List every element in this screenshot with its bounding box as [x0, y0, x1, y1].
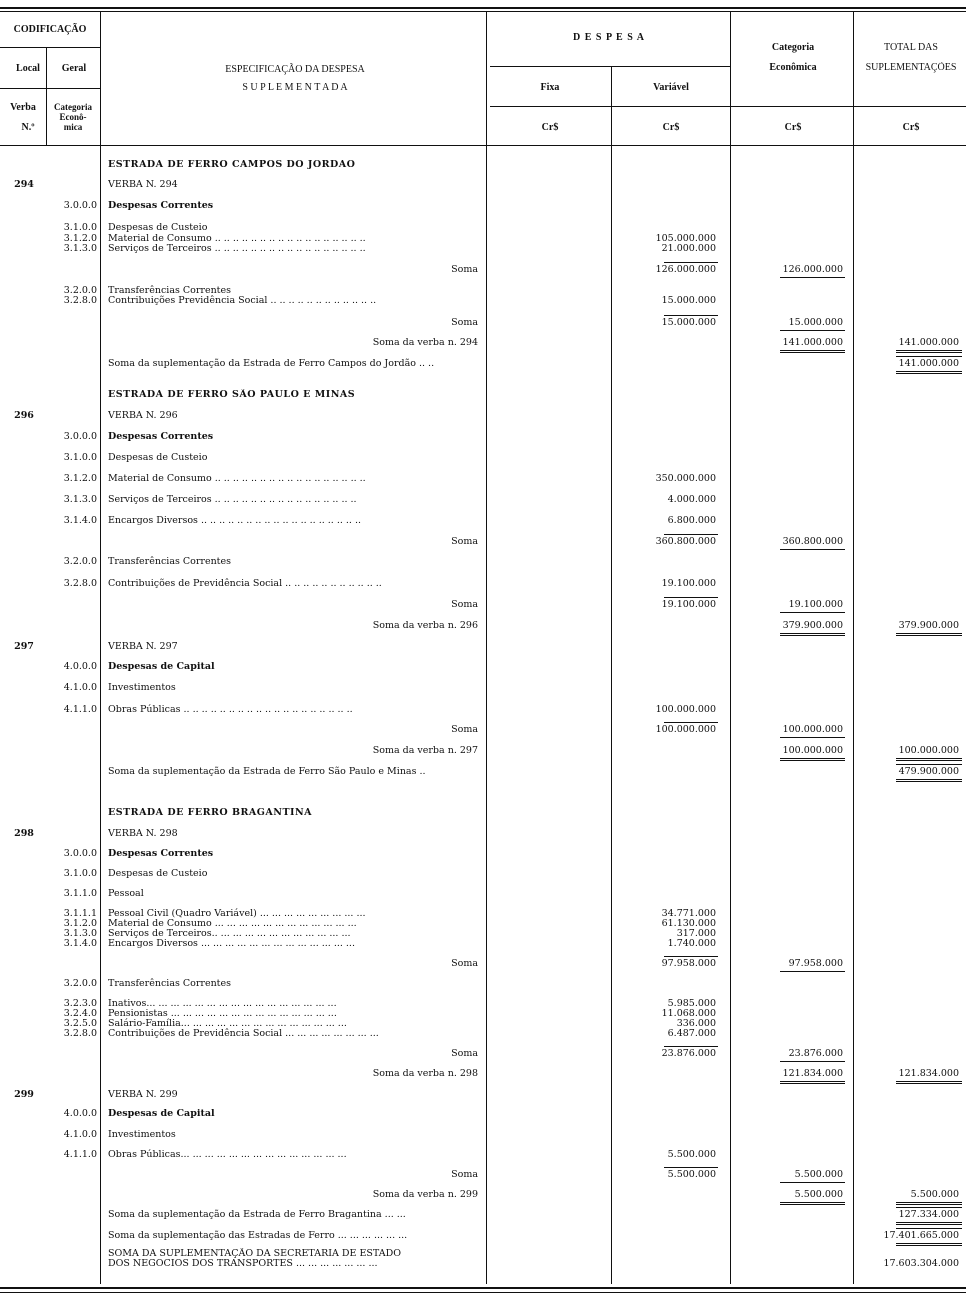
- header-local: Local: [16, 63, 40, 74]
- description: VERBA N. 298: [108, 828, 178, 839]
- double-rule: [780, 350, 845, 353]
- variable-amount: 34.771.000: [661, 908, 716, 919]
- description: ESTRADA DE FERRO SÃO PAULO E MINAS: [108, 389, 356, 400]
- category-amount: 360.800.000: [782, 536, 843, 547]
- sum-rule: [664, 722, 718, 723]
- variable-amount: 100.000.000: [655, 704, 716, 715]
- category-code: 3.0.0.0: [63, 431, 97, 442]
- table-row: [0, 1209, 966, 1221]
- category-code: 3.2.8.0: [63, 295, 97, 306]
- double-rule: [780, 1081, 845, 1084]
- total-amount: 141.000.000: [898, 337, 959, 348]
- header-variavel: Variável: [653, 82, 689, 93]
- table-row: [0, 556, 966, 568]
- table-row: [0, 515, 966, 527]
- description: Soma da verba n. 296: [372, 620, 478, 631]
- double-rule: [780, 758, 845, 761]
- description: ESTRADA DE FERRO BRAGANTINA: [108, 807, 313, 818]
- table-row: [0, 494, 966, 506]
- header-especificacao: ESPECIFICAÇÃO DA DESPESA: [225, 64, 365, 75]
- variable-amount: 19.100.000: [661, 578, 716, 589]
- description: Soma: [451, 1169, 478, 1180]
- header-verba: Verba: [10, 102, 36, 113]
- variable-amount: 61.130.000: [661, 918, 716, 929]
- description: Soma da verba n. 294: [372, 337, 478, 348]
- table-row: [0, 1129, 966, 1141]
- header-despesa: D E S P E S A: [573, 32, 645, 43]
- top-rule-thin: [0, 11, 966, 12]
- table-row: [0, 452, 966, 464]
- variable-amount: 100.000.000: [655, 724, 716, 735]
- variable-amount: 350.000.000: [655, 473, 716, 484]
- verba-number: 299: [14, 1089, 34, 1100]
- category-code: 3.1.3.0: [63, 243, 97, 254]
- description: Soma da suplementação da Estrada de Ferro Campos do Jordão .. ..: [108, 358, 435, 369]
- variable-amount: 5.500.000: [667, 1169, 716, 1180]
- description: Transferências Correntes: [108, 978, 231, 989]
- header-geral: Geral: [61, 63, 87, 74]
- variable-amount: 360.800.000: [655, 536, 716, 547]
- header-currency-fixa: Cr$: [541, 122, 559, 133]
- variable-amount: 4.000.000: [667, 494, 716, 505]
- description: Despesas de Custeio: [108, 452, 208, 463]
- description: VERBA N. 294: [108, 179, 178, 190]
- description: Transferências Correntes: [108, 285, 231, 296]
- table-row: [0, 200, 966, 212]
- double-rule: [896, 779, 962, 782]
- table-row: [0, 243, 966, 255]
- description: Pensionistas ... ... ... ... ... ... ... ... ... ... ... ... ... ...: [108, 1008, 337, 1019]
- category-code: 3.2.4.0: [63, 1008, 97, 1019]
- variable-amount: 105.000.000: [655, 233, 716, 244]
- header-suplementada: S U P L E M E N T A D A: [242, 82, 348, 93]
- header-total-1: TOTAL DAS: [884, 42, 938, 53]
- table-row: [0, 1149, 966, 1161]
- table-row: [0, 578, 966, 590]
- col-line-local: [46, 47, 47, 145]
- verba-number: 298: [14, 828, 34, 839]
- description: Investimentos: [108, 682, 176, 693]
- category-code: 3.2.8.0: [63, 1028, 97, 1039]
- description: Obras Públicas .. .. .. .. .. .. .. .. .. .. .. .. .. .. .. .. .. .. ..: [108, 704, 353, 715]
- sum-rule: [896, 356, 962, 357]
- description: Soma da suplementação das Estradas de Ferro ... ... ... ... ... ...: [108, 1230, 408, 1241]
- double-rule: [896, 633, 962, 636]
- description: Despesas Correntes: [108, 200, 214, 211]
- header-currency-categoria: Cr$: [784, 122, 802, 133]
- category-amount: 5.500.000: [794, 1169, 843, 1180]
- table-row: [0, 1189, 966, 1201]
- table-row: [0, 431, 966, 443]
- table-row: [0, 888, 966, 900]
- description: Encargos Diversos .. .. .. .. .. .. .. .. .. .. .. .. .. .. .. .. .. ..: [108, 515, 361, 526]
- category-code: 3.1.1.1: [63, 908, 97, 919]
- description: Inativos... ... ... ... ... ... ... ... ... ... ... ... ... ... ... ...: [108, 998, 337, 1009]
- double-rule: [896, 758, 962, 761]
- sum-rule: [664, 315, 718, 316]
- total-amount: 141.000.000: [898, 358, 959, 369]
- sum-rule: [780, 1182, 845, 1183]
- description: Serviços de Terceiros.. ... ... ... ... ... ... ... ... ... ... ...: [108, 928, 351, 939]
- category-amount: 5.500.000: [794, 1189, 843, 1200]
- category-code: 3.1.2.0: [63, 918, 97, 929]
- category-amount: 100.000.000: [782, 724, 843, 735]
- description: Pessoal: [108, 888, 144, 899]
- category-code: 3.1.0.0: [63, 222, 97, 233]
- header-numero: N.º: [21, 122, 35, 133]
- double-rule: [780, 1202, 845, 1205]
- header-economica: Econô-: [59, 112, 87, 122]
- header-line-local: [0, 88, 100, 89]
- variable-amount: 126.000.000: [655, 264, 716, 275]
- category-code: 3.2.3.0: [63, 998, 97, 1009]
- description: Contribuições de Previdência Social ... ... ... ... ... ... ... ...: [108, 1028, 379, 1039]
- description: Serviços de Terceiros .. .. .. .. .. .. .. .. .. .. .. .. .. .. .. ..: [108, 494, 357, 505]
- table-row: [0, 264, 966, 276]
- sum-rule: [896, 1207, 962, 1208]
- sum-rule: [780, 277, 845, 278]
- category-code: 3.1.0.0: [63, 452, 97, 463]
- category-code: 4.0.0.0: [63, 1108, 97, 1119]
- total-amount: 479.900.000: [898, 766, 959, 777]
- description: Soma: [451, 317, 478, 328]
- table-row: [0, 1028, 966, 1040]
- description: Soma: [451, 724, 478, 735]
- double-rule: [896, 350, 962, 353]
- sum-rule: [780, 737, 845, 738]
- variable-amount: 336.000: [676, 1018, 716, 1029]
- sum-rule: [664, 534, 718, 535]
- total-amount: 5.500.000: [910, 1189, 959, 1200]
- variable-amount: 19.100.000: [661, 599, 716, 610]
- sum-rule: [780, 1061, 845, 1062]
- description: Despesas de Custeio: [108, 222, 208, 233]
- description: Soma da verba n. 298: [372, 1068, 478, 1079]
- sum-rule: [664, 1046, 718, 1047]
- variable-amount: 6.800.000: [667, 515, 716, 526]
- table-row: [0, 745, 966, 757]
- category-code: 3.2.0.0: [63, 556, 97, 567]
- category-code: 4.1.1.0: [63, 1149, 97, 1160]
- header-line-currency: [490, 106, 966, 107]
- sum-rule: [896, 764, 962, 765]
- table-row: [0, 828, 966, 840]
- header-fixa: Fixa: [540, 82, 560, 93]
- description: Soma da suplementação da Estrada de Ferro Bragantina ... ...: [108, 1209, 406, 1220]
- description: Encargos Diversos ... ... ... ... ... ... ... ... ... ... ... ... ...: [108, 938, 355, 949]
- category-amount: 97.958.000: [788, 958, 843, 969]
- variable-amount: 5.500.000: [667, 1149, 716, 1160]
- table-row: [0, 661, 966, 673]
- category-code: 4.1.0.0: [63, 682, 97, 693]
- description: Soma: [451, 599, 478, 610]
- variable-amount: 23.876.000: [661, 1048, 716, 1059]
- sum-rule: [664, 956, 718, 957]
- description: Despesas de Custeio: [108, 868, 208, 879]
- variable-amount: 317.000: [676, 928, 716, 939]
- table-row: [0, 848, 966, 860]
- description: Obras Públicas... ... ... ... ... ... ... ... ... ... ... ... ... ...: [108, 1149, 347, 1160]
- description: Soma: [451, 1048, 478, 1059]
- category-code: 3.1.4.0: [63, 515, 97, 526]
- table-row: [0, 1258, 966, 1270]
- variable-amount: 97.958.000: [661, 958, 716, 969]
- double-rule: [896, 1202, 962, 1205]
- category-amount: 121.834.000: [782, 1068, 843, 1079]
- description: Material de Consumo .. .. .. .. .. .. .. .. .. .. .. .. .. .. .. .. ..: [108, 473, 366, 484]
- description: Serviços de Terceiros .. .. .. .. .. .. .. .. .. .. .. .. .. .. .. .. ..: [108, 243, 366, 254]
- table-row: [0, 179, 966, 191]
- variable-amount: 15.000.000: [661, 317, 716, 328]
- category-amount: 379.900.000: [782, 620, 843, 631]
- category-code: 3.2.0.0: [63, 285, 97, 296]
- table-row: [0, 1089, 966, 1101]
- table-row: [0, 1169, 966, 1181]
- table-row: [0, 358, 966, 370]
- header-currency-variavel: Cr$: [662, 122, 680, 133]
- header-categoria: Categoria: [54, 102, 92, 112]
- category-code: 3.1.4.0: [63, 938, 97, 949]
- double-rule: [896, 1081, 962, 1084]
- table-row: [0, 868, 966, 880]
- header-line-despesa: [490, 66, 730, 67]
- category-code: 3.2.5.0: [63, 1018, 97, 1029]
- description: Investimentos: [108, 1129, 176, 1140]
- table-row: [0, 536, 966, 548]
- double-rule: [780, 633, 845, 636]
- verba-number: 294: [14, 179, 34, 190]
- sum-rule: [780, 612, 845, 613]
- sum-rule: [664, 597, 718, 598]
- table-row: [0, 317, 966, 329]
- table-row: [0, 682, 966, 694]
- table-row: [0, 1230, 966, 1242]
- category-code: 3.0.0.0: [63, 848, 97, 859]
- category-code: 4.1.1.0: [63, 704, 97, 715]
- header-line-codificacao: [0, 47, 100, 48]
- description: Soma da suplementação da Estrada de Ferro São Paulo e Minas ..: [108, 766, 426, 777]
- table-row: [0, 1068, 966, 1080]
- description: Soma da verba n. 297: [372, 745, 478, 756]
- table-row: [0, 295, 966, 307]
- table-row: [0, 641, 966, 653]
- total-amount: 17.401.665.000: [883, 1230, 959, 1241]
- table-row: [0, 1048, 966, 1060]
- bottom-rule: [0, 1287, 966, 1289]
- category-code: 3.1.3.0: [63, 494, 97, 505]
- table-row: [0, 620, 966, 632]
- total-amount: 127.334.000: [898, 1209, 959, 1220]
- description: Salário-Família... ... ... ... ... ... ... ... ... ... ... ... ... ...: [108, 1018, 347, 1029]
- category-amount: 23.876.000: [788, 1048, 843, 1059]
- table-row: [0, 410, 966, 422]
- sum-rule: [780, 971, 845, 972]
- table-row: [0, 337, 966, 349]
- description: Material de Consumo .. .. .. .. .. .. .. .. .. .. .. .. .. .. .. .. ..: [108, 233, 366, 244]
- description: Pessoal Civil (Quadro Variável) ... ... ... ... ... ... ... ... ...: [108, 908, 366, 919]
- category-code: 4.0.0.0: [63, 661, 97, 672]
- category-amount: 100.000.000: [782, 745, 843, 756]
- total-amount: 100.000.000: [898, 745, 959, 756]
- description: Despesas Correntes: [108, 848, 214, 859]
- description: Material de Consumo ... ... ... ... ... ... ... ... ... ... ... ...: [108, 918, 357, 929]
- category-code: 3.1.1.0: [63, 888, 97, 899]
- variable-amount: 1.740.000: [667, 938, 716, 949]
- header-codificacao: CODIFICAÇÃO: [13, 24, 87, 35]
- table-row: [0, 724, 966, 736]
- variable-amount: 11.068.000: [661, 1008, 716, 1019]
- header-total-2: SUPLEMENTAÇÕES: [865, 62, 957, 73]
- category-code: 3.0.0.0: [63, 200, 97, 211]
- top-rule: [0, 7, 966, 9]
- table-row: [0, 938, 966, 950]
- verba-number: 296: [14, 410, 34, 421]
- variable-amount: 21.000.000: [661, 243, 716, 254]
- double-rule: [896, 1222, 962, 1225]
- table-row: [0, 766, 966, 778]
- header-categoria-economica-1: Categoria: [771, 42, 815, 53]
- variable-amount: 5.985.000: [667, 998, 716, 1009]
- description: DOS NEGOCIOS DOS TRANSPORTES ... ... ... ... ... ... ...: [108, 1258, 378, 1269]
- variable-amount: 6.487.000: [667, 1028, 716, 1039]
- description: Soma da verba n. 299: [372, 1189, 478, 1200]
- category-code: 4.1.0.0: [63, 1129, 97, 1140]
- table-row: [0, 389, 966, 401]
- category-amount: 15.000.000: [788, 317, 843, 328]
- header-currency-total: Cr$: [902, 122, 920, 133]
- description: Soma: [451, 536, 478, 547]
- table-row: [0, 159, 966, 171]
- total-amount: 121.834.000: [898, 1068, 959, 1079]
- header-categoria-economica-2: Econômica: [769, 62, 817, 73]
- table-row: [0, 599, 966, 611]
- sum-rule: [780, 549, 845, 550]
- total-amount: 17.603.304.000: [883, 1258, 959, 1269]
- description: Despesas Correntes: [108, 431, 214, 442]
- category-code: 3.1.0.0: [63, 868, 97, 879]
- header-bottom-line: [0, 145, 966, 146]
- total-amount: 379.900.000: [898, 620, 959, 631]
- description: Contribuições Previdência Social .. .. .. .. .. .. .. .. .. .. .. ..: [108, 295, 377, 306]
- bottom-rule-thin: [0, 1292, 966, 1293]
- category-amount: 126.000.000: [782, 264, 843, 275]
- table-row: [0, 704, 966, 716]
- sum-rule: [896, 1228, 962, 1229]
- description: SOMA DA SUPLEMENTAÇÃO DA SECRETARIA DE ESTADO: [108, 1248, 401, 1259]
- double-rule: [896, 1243, 962, 1246]
- category-amount: 141.000.000: [782, 337, 843, 348]
- description: Despesas de Capital: [108, 1108, 215, 1119]
- description: VERBA N. 297: [108, 641, 178, 652]
- category-code: 3.1.2.0: [63, 233, 97, 244]
- variable-amount: 15.000.000: [661, 295, 716, 306]
- description: Soma: [451, 264, 478, 275]
- description: Soma: [451, 958, 478, 969]
- category-code: 3.1.2.0: [63, 473, 97, 484]
- table-row: [0, 1108, 966, 1120]
- verba-number: 297: [14, 641, 34, 652]
- description: Transferências Correntes: [108, 556, 231, 567]
- description: VERBA N. 296: [108, 410, 178, 421]
- table-row: [0, 473, 966, 485]
- double-rule: [896, 371, 962, 374]
- table-row: [0, 958, 966, 970]
- description: Contribuições de Previdência Social .. .. .. .. .. .. .. .. .. .. ..: [108, 578, 382, 589]
- category-code: 3.2.8.0: [63, 578, 97, 589]
- header-mica: mica: [63, 122, 83, 132]
- description: ESTRADA DE FERRO CAMPOS DO JORDAO: [108, 159, 356, 170]
- category-code: 3.2.0.0: [63, 978, 97, 989]
- category-amount: 19.100.000: [788, 599, 843, 610]
- sum-rule: [780, 330, 845, 331]
- description: VERBA N. 299: [108, 1089, 178, 1100]
- table-row: [0, 807, 966, 819]
- table-row: [0, 978, 966, 990]
- description: Despesas de Capital: [108, 661, 215, 672]
- sum-rule: [664, 262, 718, 263]
- category-code: 3.1.3.0: [63, 928, 97, 939]
- sum-rule: [664, 1167, 718, 1168]
